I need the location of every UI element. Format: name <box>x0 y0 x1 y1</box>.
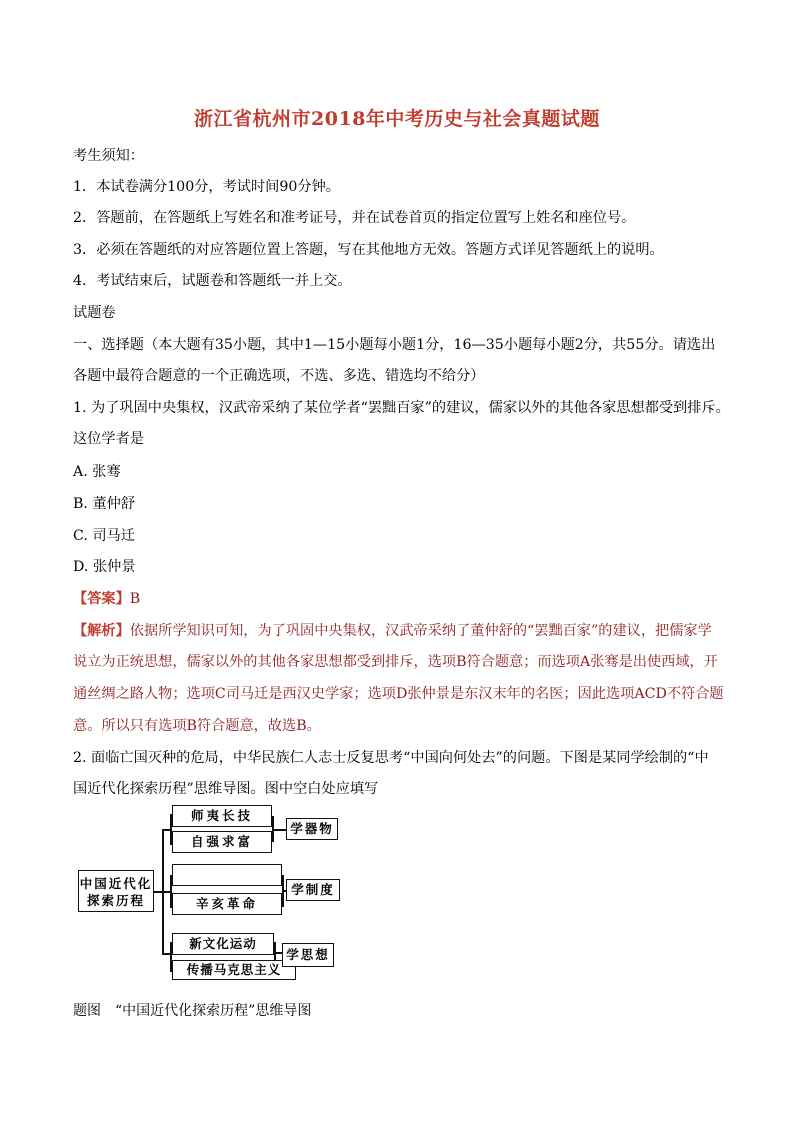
q1-option-d: D. 张仲景 <box>73 559 136 575</box>
root-label-line2: 探索历程 <box>86 893 145 908</box>
answer-label: 【答案】 <box>73 591 130 607</box>
figure-caption: 题图 “中国近代化探索历程”思维导图 <box>73 1003 312 1019</box>
q1-option-a: A. 张骞 <box>73 464 121 480</box>
connector <box>154 891 162 893</box>
notice-item: 1．本试卷满分100分，考试时间90分钟。 <box>73 179 340 195</box>
connector <box>162 953 170 955</box>
notice-item: 2．答题前，在答题纸上写姓名和准考证号，并在试卷首页的指定位置写上姓名和座位号。 <box>73 210 636 226</box>
root-box <box>78 870 154 912</box>
q1-stem-line1: 1. 为了巩固中央集权，汉武帝采纳了某位学者“罢黜百家”的建议，儒家以外的其他各家思想都受到排斥。 <box>73 400 730 416</box>
analysis-text: 依据所学知识可知，为了巩固中央集权，汉武帝采纳了董仲舒的“罢黜百家”的建议，把儒家学 <box>129 623 712 639</box>
q1-option-b: B. 董仲舒 <box>73 496 136 512</box>
q1-analysis-line1 <box>73 621 733 641</box>
q1-answer <box>73 589 733 609</box>
branch3-label: 学思想 <box>282 943 334 967</box>
q1-analysis-line2: 说立为正统思想，儒家以外的其他各家思想都受到排斥，选项B符合题意；而选项A张骞是出使西域，开 <box>73 654 718 670</box>
branch1-item-2: 自强求富 <box>172 831 272 853</box>
notice-heading: 考生须知： <box>73 148 144 164</box>
branch3-item-1: 新文化运动 <box>172 933 274 955</box>
branch1-label: 学器物 <box>286 818 338 840</box>
q1-analysis-line3: 通丝绸之路人物；选项C司马迁是西汉史学家；选项D张仲景是东汉末年的名医；因此选项ACD不符合题 <box>73 686 724 702</box>
section-heading-line1: 一、选择题（本大题有35小题，其中1—15小题每小题1分，16—35小题每小题2分，共55分。请选出 <box>73 337 716 353</box>
branch2-label: 学制度 <box>286 879 340 901</box>
page-title: 浙江省杭州市2018年中考历史与社会真题试题 <box>194 108 600 130</box>
section-heading-line2: 各题中最符合题意的一个正确选项，不选、多选、错选均不给分） <box>73 368 485 384</box>
branch1-item-1: 师夷长技 <box>172 805 272 827</box>
q1-stem-line2: 这位学者是 <box>73 431 144 447</box>
connector <box>162 891 170 893</box>
analysis-label: 【解析】 <box>73 623 130 639</box>
mind-map-diagram <box>76 802 344 982</box>
q2-stem-line1: 2. 面临亡国灭种的危局，中华民族仁人志士反复思考“中国向何处去”的问题。下图是某同学绘制的“中 <box>73 750 709 766</box>
answer-value: B <box>129 591 141 607</box>
branch3-item-2: 传播马克思主义 <box>172 960 296 980</box>
connector <box>162 829 170 831</box>
root-label-line1: 中国近代化 <box>79 876 153 891</box>
branch2-item-2: 辛亥革命 <box>172 893 282 915</box>
branch2-blank-item <box>172 864 282 886</box>
connector <box>274 942 276 960</box>
notice-item: 4．考试结束后，试题卷和答题纸一并上交。 <box>73 273 352 289</box>
q1-analysis-line4: 意。所以只有选项B符合题意，故选B。 <box>73 718 321 734</box>
notice-item: 3．必须在答题纸的对应答题位置上答题，写在其他地方无效。答题方式详见答题纸上的说明。 <box>73 242 664 258</box>
q2-stem-line2: 国近代化探索历程”思维导图。图中空白处应填写 <box>73 781 379 797</box>
paper-label: 试题卷 <box>73 305 116 321</box>
q1-option-c: C. 司马迁 <box>73 528 135 544</box>
